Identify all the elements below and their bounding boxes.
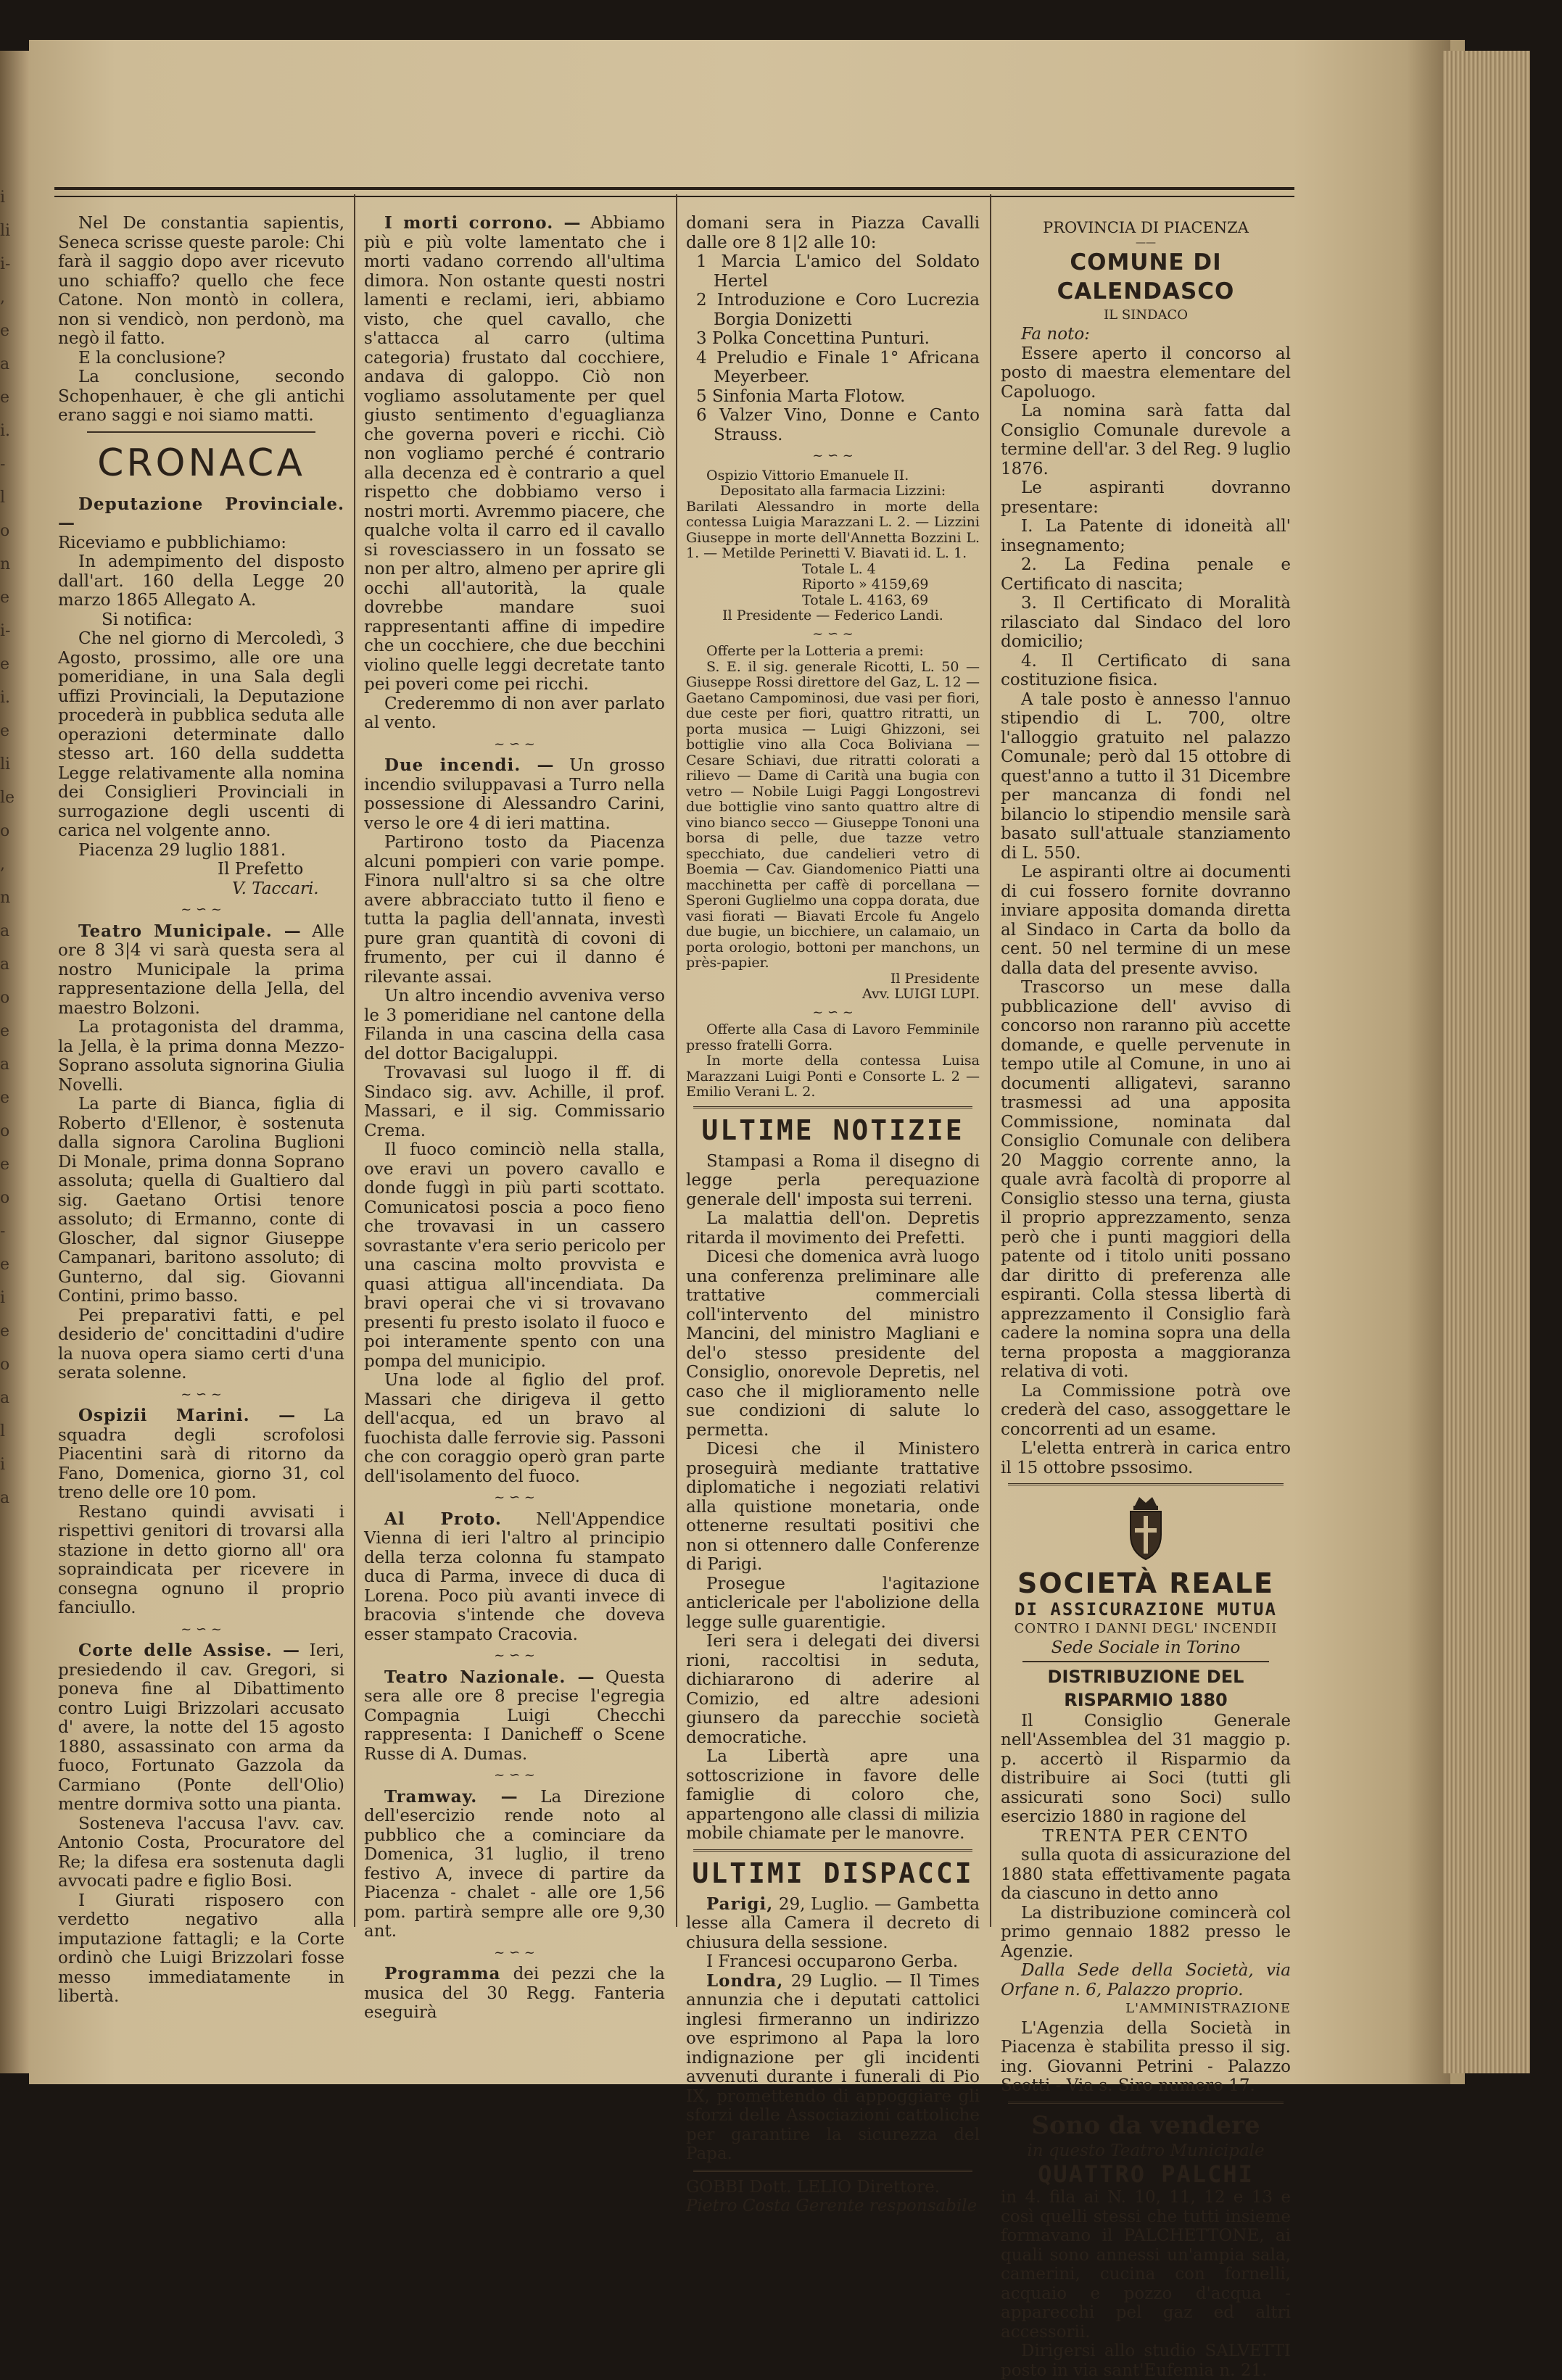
ospizio-presidente: Il Presidente — Federico Landi. bbox=[722, 608, 943, 623]
programma-item: 2 Introduzione e Coro Lucrezia Borgia Donizetti bbox=[696, 291, 980, 329]
amministrazione-signature: L'AMMINISTRAZIONE bbox=[1125, 2001, 1291, 2016]
column-rule-1 bbox=[354, 194, 355, 1927]
seneca-conclusion: La conclusione, secondo Schopenhauer, è che gli antichi erano saggi e noi siamo matti. bbox=[58, 368, 344, 425]
nazionale-text: Questa sera alle ore 8 precise l'egregia Compagnia Luigi Checchi rappresenta: I Danicheff o Scene Russe di A. Dumas. bbox=[364, 1667, 665, 1764]
ospizi-text: La squadra degli scrofolosi Piacentini sarà di ritorno da Fano, Domenica, giorno 31, col treno delle ore 10 pom. bbox=[58, 1406, 344, 1502]
assicurazione-heading: DI ASSICURAZIONE MUTUA bbox=[1015, 1599, 1277, 1620]
separator-ornament: ~ ∽ ~ bbox=[812, 448, 854, 463]
programma-list bbox=[686, 252, 980, 444]
column-rule-3 bbox=[990, 194, 991, 1927]
contro-danni: CONTRO I DANNI DEGL' INCENDII bbox=[1014, 1620, 1278, 1636]
londra-heading: Londra, bbox=[706, 1970, 784, 1991]
provincia-heading: PROVINCIA DI PIACENZA bbox=[1043, 219, 1249, 236]
comune-text: La nomina sarà fatta dal Consiglio Comunale durevole a termine dell'ar. 3 del Reg. 9 luglio 1876. bbox=[1001, 402, 1291, 478]
ospizio-total: Totale L. 4 bbox=[802, 560, 876, 577]
societa-text: La distribuzione comincerà col primo gennaio 1882 presso le Agenzie. bbox=[1001, 1903, 1291, 1961]
ospizio-riporto: Riporto » 4159,69 bbox=[802, 576, 929, 592]
section-rule bbox=[693, 1849, 972, 1852]
ospizio-title: Ospizio Vittorio Emanuele II. bbox=[706, 467, 909, 484]
comune-text: Le aspiranti oltre ai documenti di cui fossero fornite dovranno inviare apposita domanda diretta al Sindaco in Carta da bollo da cent. 50 nel termine di un mese dalla data del presente avviso. bbox=[1001, 863, 1291, 978]
column-4 bbox=[1001, 214, 1291, 2380]
teatro-text: La protagonista del dramma, la Jella, è la prima donna Mezzo-Soprano assoluta signorina Giulia Novelli. bbox=[58, 1018, 344, 1095]
vendita-text: in 4. fila ai N. 10, 11, 12 e 13 e così quelli stessi che tutti insieme formavano il PALCHETTONE, ai quali sono annessi un'ampia sala, camerini, cucina con fornelli, acquaio e pozzo d'acqua - apparecchi pel gaz ed altri accessorii. bbox=[1001, 2188, 1291, 2342]
separator-ornament: ~ ∽ ~ bbox=[494, 1944, 535, 1960]
ultime-notizie-heading: ULTIME NOTIZIE bbox=[701, 1114, 964, 1146]
lavoro-text: Offerte alla Casa di Lavoro Femminile presso fratelli Gorra. bbox=[686, 1021, 980, 1053]
incendi-text: Una lode al figlio del prof. Massari che dirigeva il getto dell'acqua, ed un bravo al fuochista dalle ferrovie sig. Passoni che con coraggio operò gran parte dell'isolamento del fuoco. bbox=[364, 1371, 665, 1486]
cronaca-heading: CRONACA bbox=[97, 441, 305, 485]
deputazione-text: Si notifica: bbox=[102, 610, 193, 629]
separator-ornament: ~ ∽ ~ bbox=[494, 1648, 535, 1663]
section-rule bbox=[693, 1106, 972, 1108]
ultime-text: Prosegue l'agitazione anticlericale per l'abolizione della legge sulle guarentigie. bbox=[686, 1574, 980, 1632]
tramway-heading: Tramway. — bbox=[384, 1786, 518, 1807]
separator-ornament: ~ ∽ ~ bbox=[181, 1621, 222, 1637]
section-rule bbox=[693, 2170, 972, 2172]
incendi-text: Un altro incendio avveniva verso le 3 pomeridiane nel cantone della Filanda in una cascina della casa del dottor Bacigaluppi. bbox=[364, 987, 665, 1063]
separator-ornament: ~ ∽ ~ bbox=[181, 1386, 222, 1402]
footer-direttore: GOBBI Dott. LELIO Direttore. bbox=[686, 2177, 941, 2197]
incendi-text: Un grosso incendio sviluppavasi a Turro nella possessione di Alessandro Carini, verso le ore 4 di ieri mattina. bbox=[364, 756, 665, 833]
quattro-palchi-heading: QUATTRO PALCHI bbox=[1038, 2160, 1254, 2188]
distribuzione-heading: DISTRIBUZIONE DEL RISPARMIO 1880 bbox=[1047, 1666, 1244, 1710]
ospizi-heading: Ospizii Marini. — bbox=[78, 1406, 297, 1425]
sede-sociale: Sede Sociale in Torino bbox=[1051, 1638, 1241, 1657]
deputazione-text: Che nel giorno di Mercoledì, 3 Agosto, prossimo, alle ore una pomeridiane, in una Sala degli uffizi Provinciali, la Deputazione procederà in pubblica seduta alle operazioni determinate dallo stesso art. 160 della suddetta Legge relativamente alla nomina dei Consiglieri Provinciali in surrogazione degli uscenti di carica nel volgente anno. bbox=[58, 629, 344, 840]
ospizio-text: Barilati Alessandro in morte della contessa Luigia Marazzani L. 2. — Lizzini Giuseppe in morte dell'Annetta Bozzini L. 1. — Metilde Perinetti V. Biavati id. L. 1. bbox=[686, 498, 980, 561]
societa-text: sulla quota di assicurazione del 1880 stata effettivamente pagata da ciascuno in detto anno bbox=[1001, 1846, 1291, 1903]
programma-item: 4 Preludio e Finale 1° Africana Meyerbeer. bbox=[696, 348, 980, 386]
fa-noto: Fa noto: bbox=[1021, 325, 1090, 344]
comune-text: Essere aperto il concorso al posto di maestra elementare del Capoluogo. bbox=[1001, 344, 1291, 402]
ospizi-text: Restano quindi avvisati i rispettivi genitori di trovarsi alla stazione in detto giorno all' ora sopraindicata per ricevere in consegna ognuno il proprio fanciullo. bbox=[58, 1502, 344, 1617]
footer-gerente: Pietro Costa Gerente responsabile bbox=[686, 2197, 978, 2215]
morti-text: Crederemmo di non aver parlato al vento. bbox=[364, 694, 665, 732]
vendita-text: Dirigersi allo studio SALVETTI posto in via sant'Eufemia n. 21. bbox=[1001, 2342, 1291, 2380]
corte-text: I Giurati risposero con verdetto negativo alla imputazione fattagli; e la Corte ordinò che Luigi Brizzolari fosse messo immediatamente in libertà. bbox=[58, 1891, 344, 2006]
teatro-heading: Teatro Municipale. — bbox=[78, 921, 302, 941]
ultime-text: La malattia dell'on. Depretis ritarda il movimento dei Prefetti. bbox=[686, 1209, 980, 1248]
proto-text: Nell'Appendice Vienna di ieri l'altro al principio della terza colonna fu stampato duca di Parma, invece di duca di Lorena. Poco più avanti invece di bracovia s'intende che doveva esser stampato Cracovia. bbox=[364, 1509, 665, 1644]
corte-text: Ieri, presiedendo il cav. Gregori, si poneva fine al Dibattimento contro Luigi Brizzolari accusato d' avere, la notte del 15 agosto 1880, assassinato con arma da fuoco, Fortunato Gazzola da Carmiano (Ponte dell'Olio) mentre dormiva sotto una pianta. bbox=[58, 1641, 345, 1814]
column-1 bbox=[58, 214, 344, 2007]
corte-heading: Corte delle Assise. — bbox=[78, 1641, 300, 1660]
top-double-rule bbox=[54, 187, 1294, 197]
tramway-text: La Direzione dell'esercizio rende noto al pubblico che a cominciare da Domenica, 31 luglio, il treno festivo A, invece di partire da Piacenza - chalet - alle ore 1,56 pom. partirà sempre alle ore 9,30 ant. bbox=[364, 1787, 665, 1941]
societa-text: Dalla Sede della Società, via Orfane n. 6, Palazzo proprio. bbox=[1001, 1961, 1291, 1999]
incendi-text: Il fuoco cominciò nella stalla, ove eravi un povero cavallo e donde fuggì in più parti scottato. Comunicatosi poscia a poco fieno che trovavasi in un cassero sovrastante v'era serio pericolo per una cascina molto provvista e quasi attigua all'incendiata. Da bravi operai che vi si trovavano presenti fu presto isolato il fuoco e poi interamente spento con una pompa del municipio. bbox=[364, 1140, 665, 1371]
comune-text: La Commissione potrà ove crederà del caso, assoggettare le concorrenti ad un esame. bbox=[1001, 1381, 1291, 1439]
separator-ornament: ~ ∽ ~ bbox=[494, 1490, 535, 1505]
ultime-text: Dicesi che domenica avrà luogo una conferenza preliminare alle trattative commerciali coll'intervento del ministro Mancini, del ministro Magliani e del'o stesso presidente del Consiglio, onorevole Depretis, nel caso che il miglioramento nelle sue condizioni di salute lo permetta. bbox=[686, 1248, 980, 1440]
comune-text: Trascorso un mese dalla pubblicazione dell' avviso di concorso non raranno più accette domande, e quelle pervenute in tempo utile al Comune, in uno ai documenti alligatevi, saranno trasmessi ad una apposita Commissione, nominata dal Consiglio Comunale con delibera 20 Maggio corrente anno, la quale avrà facoltà di proporre al Consiglio stesso una terna, giusta il proprio apprezzamento, senza però che i punti maggiori della patente od i titolo uniti possano dar diritto di preferenza alle espiranti. Colla stessa libertà di apprezzamento il Consiglio farà cadere la nomina sopra una della terna proposta a maggioranza relativa di voti. bbox=[1001, 978, 1291, 1381]
societa-text: Il Consiglio Generale nell'Assemblea del 31 maggio p. p. accertò il Risparmio da distribuire ai Soci (tutti gli assicurati sono Soci) sullo esercizio 1880 in ragione del bbox=[1001, 1711, 1291, 1826]
programma-item: 3 Polka Concettina Punturi. bbox=[696, 329, 930, 348]
teatro-text: Alle ore 8 3|4 vi sarà questa sera al nostro Municipale la prima rappresentazione della Jella, del maestro Bolzoni. bbox=[58, 921, 345, 1018]
ultime-text: Ieri sera i delegati dei diversi rioni, raccoltisi in seduta, dichiararono di aderire al Comizio, ed altre adesioni giunsero da parecchie società democratiche. bbox=[686, 1632, 980, 1747]
incendi-text: Partirono tosto da Piacenza alcuni pompieri con varie pompe. Finora null'altro si sa che oltre avere abbracciato tutto il fieno e tutta la paglia dell'annata, investì pure gran quantità di covoni di frumento, per cui il danno é rilevante assai. bbox=[364, 833, 665, 987]
section-rule bbox=[1022, 1661, 1269, 1662]
comune-text: A tale posto è annesso l'annuo stipendio di L. 700, oltre l'alloggio gratuito nel palazzo Comunale; però dal 15 ottobre di quest'anno a tutto il 31 Dicembre per mancanza di fondi nel bilancio lo stipendio mensile sarà basato sull'attuale stanziamento di L. 550. bbox=[1001, 689, 1291, 863]
parigi-heading: Parigi, bbox=[706, 1894, 774, 1914]
column-2 bbox=[364, 214, 665, 2023]
societa-heading: SOCIETÀ REALE bbox=[1017, 1567, 1275, 1599]
corte-text: Sosteneva l'accusa l'avv. cav. Antonio Costa, Procuratore del Re; la difesa era sostenuta dagli avvocati padre e figlio Bosi. bbox=[58, 1814, 344, 1891]
ultime-text: Stampasi a Roma il disegno di legge perla perequazione generale dell' imposta sui terreni. bbox=[686, 1151, 980, 1209]
crown-shield-emblem-icon bbox=[1120, 1493, 1171, 1562]
seneca-paragraph: Nel De constantia sapientis, Seneca scrisse queste parole: Chi farà il saggio dopo aver ricevuto uno schiaffo? quello che fece Catone. Non montò in collera, non si vendicò, non perdonò, ma negò il fatto. bbox=[58, 214, 344, 348]
nazionale-heading: Teatro Nazionale. — bbox=[384, 1667, 595, 1687]
small-dash: —— bbox=[1136, 236, 1156, 249]
right-page-edges bbox=[1443, 51, 1530, 2073]
separator-ornament: ~ ∽ ~ bbox=[181, 902, 222, 917]
lavoro-text: In morte della contessa Luisa Marazzani Luigi Ponti e Consorte L. 2 — Emilio Verani L. 2. bbox=[686, 1053, 980, 1100]
deputazione-text: Riceviamo e pubblichiamo: bbox=[58, 533, 286, 552]
trenta-per-cento: TRENTA PER CENTO bbox=[1042, 1826, 1249, 1846]
morti-heading: I morti corrono. — bbox=[384, 213, 582, 233]
separator-ornament: ~ ∽ ~ bbox=[494, 1767, 535, 1783]
section-rule bbox=[1008, 1483, 1284, 1485]
lotteria-title: Offerte per la Lotteria a premi: bbox=[706, 643, 924, 659]
ultime-text: La Libertà apre una sottoscrizione in favore delle famiglie di coloro che, appartengono alle classi di milizia mobile chiamate per le manovre. bbox=[686, 1747, 980, 1843]
section-rule bbox=[1008, 2102, 1284, 2104]
teatro-text: Pei preparativi fatti, e pel desiderio de' concittadini d'udire la nuova opera siamo certi d'una serata solenne. bbox=[58, 1306, 344, 1382]
requirement-item: 2. La Fedina penale e Certificato di nascita; bbox=[1001, 555, 1291, 594]
teatro-text: La parte di Bianca, figlia di Roberto d'Ellenor, è sostenuta dalla signora Carolina Buglioni Di Monale, prima donna Soprano assoluta; quella di Gualtiero dal sig. Gaetano Ortisi tenore assoluto; di Ermanno, conte di Gloscher, dal signor Giuseppe Campanari, baritono assoluto; di Gunterno, dal sig. Giovanni Contini, primo basso. bbox=[58, 1095, 344, 1306]
deputazione-signature: V. Taccari. bbox=[232, 879, 319, 898]
deputazione-text: In adempimento del disposto dall'art. 160 della Legge 20 marzo 1865 Allegato A. bbox=[58, 552, 344, 610]
deputazione-date: Piacenza 29 luglio 1881. bbox=[78, 840, 286, 860]
londra-text: 29 Luglio. — Il Times annunzia che i deputati cattolici inglesi firmeranno un indirizzo ove esprimono al Papa la loro indignazione per gli incidenti avvenuti durante i funerali di Pio IX, promettendo di appoggiare gli sforzi delle Associazioni cattoliche per garantire la sicurezza del Papa. bbox=[686, 1971, 980, 2163]
comune-heading: COMUNE DI CALENDASCO bbox=[1057, 249, 1235, 304]
morti-text: Abbiamo più e più volte lamentato che i morti vadano correndo all'ultima dimora. Non ostante questi nostri lamenti e reclami, ieri, abbiamo visto, che quel cavallo, che s'attacca al carro (ultima categoria) frustato dal cocchiere, andava di galoppo. Ciò non vogliamo assolutamente per quel giusto sentimento d'eguaglianza che governa poveri e ricchi. Ciò non vogliamo perché é contrario alla decenza ed è contrario a quel rispetto che dobbiamo verso i nostri morti. Avremmo piacere, che qualche volta il carro ed il cavallo si rovesciassero in un fossato se non per altro, almeno per aprire gli occhi all'autorità, la quale dovrebbe mandare suoi rappresentanti affine di impedire che un cocchiere, che due becchini violino quelle leggi decretate tanto pei poveri come pei ricchi. bbox=[364, 214, 665, 694]
parigi-text: 29, Luglio. — Gambetta lesse alla Camera il decreto di chiusura della sessione. bbox=[686, 1894, 980, 1952]
programma-item: 6 Valzer Vino, Donne e Canto Strauss. bbox=[696, 406, 980, 444]
requirement-item: 3. Il Certificato di Moralità rilasciato dal Sindaco del loro domicilio; bbox=[1001, 594, 1291, 651]
incendi-heading: Due incendi. — bbox=[384, 755, 555, 775]
lotteria-signature: Il Presidente bbox=[890, 970, 980, 987]
societa-text: L'Agenzia della Società in Piacenza è stabilita presso il sig. ing. Giovanni Petrini - Palazzo Scotti - Via s. Siro numero 17. bbox=[1001, 2018, 1291, 2095]
ultimi-dispacci-heading: ULTIMI DISPACCI bbox=[692, 1857, 974, 1889]
teatro-municipale-line: in questo Teatro Municipale bbox=[1027, 2141, 1265, 2160]
left-page-margin-fragments: i li i- , e a e i. - l o n e i- e i. e li le o , n a a o e a e o e o - e i e o a l i a bbox=[0, 188, 15, 1507]
deputazione-heading: Deputazione Provinciale. — bbox=[58, 494, 344, 533]
separator-ornament: ~ ∽ ~ bbox=[812, 626, 854, 642]
ospizio-subtitle: Depositato alla farmacia Lizzini: bbox=[719, 483, 946, 499]
requirement-item: 4. Il Certificato di sana costituzione fisica. bbox=[1001, 651, 1291, 689]
separator-ornament: ~ ∽ ~ bbox=[494, 736, 535, 752]
column-3 bbox=[686, 214, 980, 2216]
lotteria-text: S. E. il sig. generale Ricotti, L. 50 — Giuseppe Rossi direttore del Gaz, L. 12 — Gaetano Campominosi, due vasi per fiori, due ceste per fiori, quattro ritratti, un porta musica — Luigi Ghizzoni, sei bottiglie vino alla Coca Boliviana — Cesare Schiavi, due ritratti colorati a rilievo — Dame di Carità una bugia con vetro — Nobile Luigi Paggi Longostrevi due bottiglie vino santo quattro altre di vino bianco secco — Giuseppe Tononi una borsa di pelle, due tazze vetro specchiato, due candelieri vetro di Boemia — Cav. Giandomenico Piatti una macchinetta per caffè di porcellana — Speroni Guglielmo una coppa dorata, due vasi fiorati — Biavati Ercole fu Angelo due bugie, un bicchiere, un calamaio, un porta orologio, bottoni per manchons, un près-papier. bbox=[686, 658, 980, 971]
programma-item: 5 Sinfonia Marta Flotow. bbox=[696, 386, 906, 406]
incendi-text: Trovavasi sul luogo il ff. di Sindaco sig. avv. Achille, il prof. Massari, e il sig. Commissario Crema. bbox=[364, 1063, 665, 1140]
sindaco-heading: IL SINDACO bbox=[1104, 307, 1188, 323]
lotteria-signature: Avv. LUIGI LUPI. bbox=[862, 986, 980, 1002]
parigi-text: I Francesi occuparono Gerba. bbox=[706, 1952, 959, 1971]
seneca-question: E la conclusione? bbox=[78, 348, 226, 368]
ultime-text: Dicesi che il Ministero proseguirà mediante trattative diplomatiche i negoziati relativi alla quistione monetaria, onde ottenerne resultati positivi che non si ottennero dalle Conferenze di Parigi. bbox=[686, 1440, 980, 1574]
deputazione-signature: Il Prefetto bbox=[218, 860, 304, 879]
proto-heading: Al Proto. bbox=[384, 1509, 502, 1529]
separator-ornament: ~ ∽ ~ bbox=[812, 1004, 854, 1020]
column-rule-2 bbox=[676, 194, 677, 1927]
section-rule bbox=[87, 431, 315, 433]
requirement-item: I. La Patente di idoneità all' insegnamento; bbox=[1001, 517, 1291, 555]
comune-text: L'eletta entrerà in carica entro il 15 ottobre pssosimo. bbox=[1001, 1439, 1291, 1477]
programma-intro: domani sera in Piazza Cavalli dalle ore 8 1|2 alle 10: bbox=[686, 214, 980, 252]
programma-heading: Programma bbox=[384, 1964, 501, 1983]
programma-text: dei pezzi che la musica del 30 Regg. Fanteria eseguirà bbox=[364, 1965, 665, 2022]
ospizio-total: Totale L. 4163, 69 bbox=[802, 592, 929, 608]
programma-item: 1 Marcia L'amico del Soldato Hertel bbox=[696, 252, 980, 291]
comune-text: Le aspiranti dovranno presentare: bbox=[1001, 478, 1291, 517]
sono-da-vendere-heading: Sono da vendere bbox=[1031, 2110, 1260, 2140]
